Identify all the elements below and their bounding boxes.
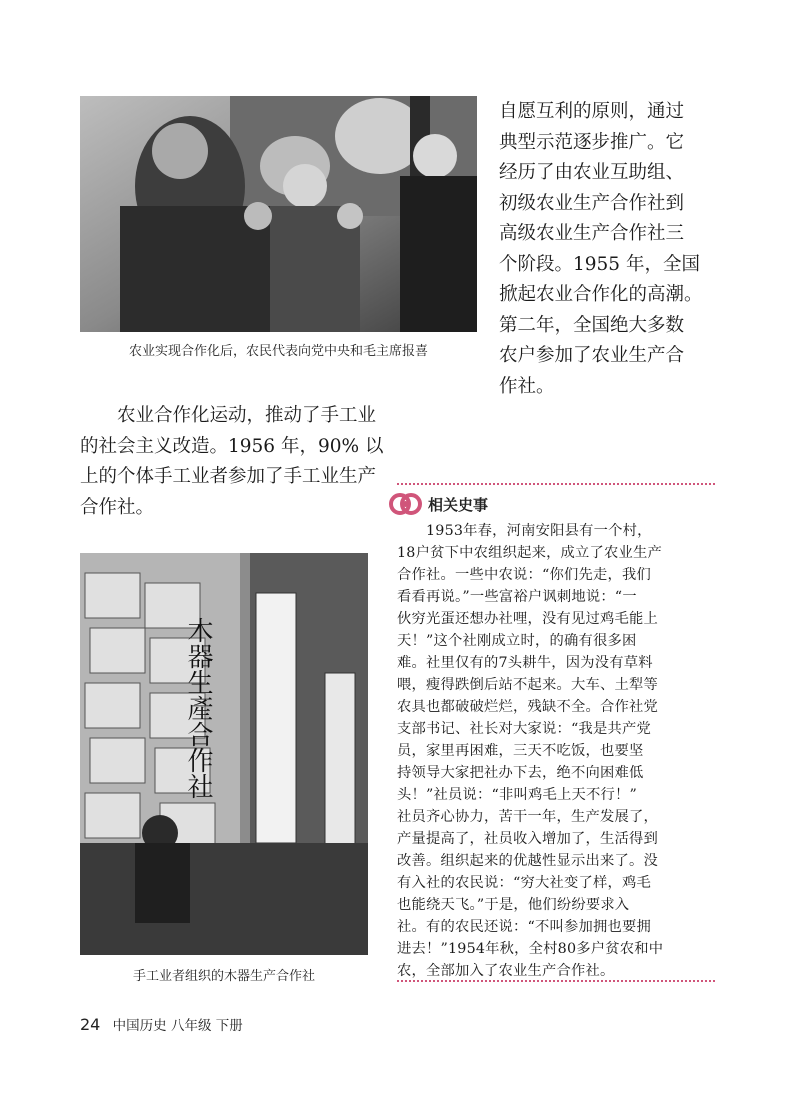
text-line: 社。有的农民还说：“不叫参加拥也要拥 [397,919,651,935]
text-line: 上的个体手工业者参加了手工业生产 [80,466,377,487]
text-line: 高级农业生产合作社三 [499,223,685,244]
text-line: 的社会主义改造。1956 年，90% 以 [80,435,384,457]
page-footer [80,1014,243,1034]
text-line: 合作社。一些中农说：“你们先走，我们 [397,567,651,583]
photo-caption-top: 农业实现合作化后，农民代表向党中央和毛主席报喜 [128,344,428,359]
text-line: 头！”社员说：“非叫鸡毛上天不行！” [397,787,637,803]
related-history-text [397,520,717,982]
text-line: 进去！”1954年秋，全村80多户贫农和中 [397,941,664,957]
text-line: 有入社的农民说：“穷大社变了样，鸡毛 [397,875,651,891]
text-line: 也能绕天飞。”于是，他们纷纷要求入 [397,897,630,913]
box-divider-top [397,483,715,485]
box-title: 相关史事 [428,496,489,514]
photo-farmers-reporting [80,96,477,332]
text-line: 经历了由农业互助组、 [499,162,685,183]
text-line: 伙穷光蛋还想办社哩，没有见过鸡毛能上 [397,611,658,627]
photo-farmers-reporting-image [80,96,477,332]
text-line: 1953年春，河南安阳县有一个村， [397,523,652,539]
text-line: 员，家里再困难，三天不吃饭，也要坚 [397,743,644,759]
text-line: 看看再说。”一些富裕户讽刺地说：“一 [397,589,637,605]
text-line: 18户贫下中农组织起来，成立了农业生产 [397,545,663,561]
text-line: 农业合作化运动，推动了手工业 [80,405,377,426]
text-line: 改善。组织起来的优越性显示出来了。没 [397,853,658,869]
photo-woodwork-cooperative-image [80,553,368,955]
book-title: 中国历史 八年级 下册 [112,1018,243,1034]
text-line: 作社。 [499,375,555,397]
text-line: 初级农业生产合作社到 [499,192,685,214]
text-line: 持领导大家把社办下去，绝不向困难低 [397,765,644,781]
text-line: 个阶段。1955 年，全国 [499,253,700,275]
text-line: 第二年，全国绝大多数 [499,314,685,336]
text-line: 典型示范逐步推广。它 [499,131,685,153]
text-line: 天！”这个社刚成立时，的确有很多困 [397,633,637,649]
photo-caption-bottom: 手工业者组织的木器生产合作社 [132,969,315,984]
text-line: 支部书记、社长对大家说：“我是共产党 [397,721,651,737]
text-line: 农具也都破破烂烂，残缺不全。合作社党 [397,699,658,715]
text-line: 自愿互利的原则，通过 [499,101,685,122]
text-line: 难。社里仅有的7头耕牛，因为没有草料 [397,655,653,671]
text-line: 掀起农业合作化的高潮。 [499,284,703,305]
text-line: 喂，瘦得跌倒后站不起来。大车、土犁等 [397,677,658,693]
cooperative-sign: 木器生產合作社 [183,617,213,799]
text-line: 合作社。 [80,496,155,518]
photo-woodwork-cooperative [80,553,368,955]
box-divider-bottom [397,980,715,982]
text-line: 农户参加了农业生产合 [499,345,685,366]
body-text-left-middle [80,401,410,523]
text-line: 农，全部加入了农业生产合作社。 [397,963,615,979]
text-line: 产量提高了，社员收入增加了，生活得到 [397,831,658,847]
body-text-right-top [499,97,714,402]
text-line: 社员齐心协力，苦干一年，生产发展了， [397,809,658,825]
page-number: 24 [80,1015,101,1034]
double-ring-icon [389,490,423,518]
